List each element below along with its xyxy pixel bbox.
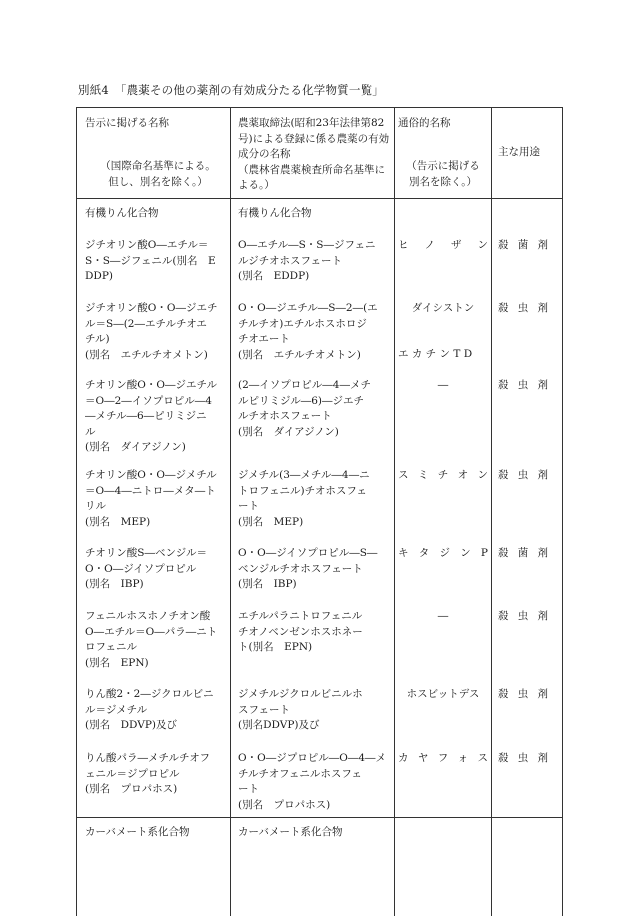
primary-use-char: 剤 bbox=[537, 469, 548, 481]
primary-use-char: 剤 bbox=[537, 547, 548, 559]
official-name: りん酸パラ―メチルチオフ ェニル＝ジプロピル (別名 プロパホス) bbox=[85, 752, 210, 795]
primary-use-char: 剤 bbox=[537, 379, 548, 391]
common-name bbox=[398, 687, 488, 703]
primary-use bbox=[498, 468, 548, 484]
common-name-char: P bbox=[480, 547, 488, 559]
primary-use bbox=[498, 751, 548, 767]
primary-use bbox=[498, 609, 548, 625]
primary-use-char: 剤 bbox=[537, 610, 548, 622]
section-heading: カーバメート系化合物 bbox=[85, 826, 190, 838]
header-col1-name: 告示に掲げる名称 bbox=[85, 117, 169, 129]
common-name bbox=[398, 468, 488, 484]
document-title: 別紙4 「農薬その他の薬剤の有効成分たる化学物質一覧」 bbox=[78, 83, 384, 97]
primary-use-char: 虫 bbox=[517, 469, 529, 481]
primary-use-char: 剤 bbox=[537, 302, 548, 314]
common-name-char: ザ bbox=[451, 239, 462, 251]
common-name-char: キ bbox=[398, 547, 409, 559]
primary-use-char: 菌 bbox=[517, 239, 529, 251]
registered-name: ジメチル(3―メチル―4―ニ トロフェニル)チオホスフェ ート (別名 MEP) bbox=[238, 469, 370, 528]
official-name: チオリン酸O・O―ジメチル ＝O―4―ニトロ―メタ―ト リル (別名 MEP) bbox=[85, 469, 217, 528]
header-col3-note: （告示に掲げる 別名を除く。） bbox=[406, 160, 480, 188]
official-name: りん酸2・2―ジクロルビニ ル＝ジメチル (別名 DDVP)及び bbox=[85, 688, 214, 731]
common-name-char: ン bbox=[477, 469, 488, 481]
registered-name: エチルパラニトロフェニル チオノベンゼンホスホネー ト(別名 EPN) bbox=[238, 610, 363, 653]
common-name-char: ジ bbox=[439, 547, 450, 559]
primary-use bbox=[498, 378, 548, 394]
common-name-char: ダイシストン bbox=[411, 302, 475, 314]
primary-use-char: 虫 bbox=[517, 752, 529, 764]
official-name: チオリン酸O・O―ジエチル ＝O―2―イソプロピル―4 ―メチル―6―ピリミジニ ル (別名 ダイアジノン) bbox=[85, 379, 217, 453]
primary-use-char: 虫 bbox=[517, 302, 529, 314]
primary-use-char: 殺 bbox=[498, 239, 509, 251]
column-divider bbox=[394, 107, 395, 916]
common-name bbox=[398, 546, 488, 562]
primary-use-char: 殺 bbox=[498, 610, 509, 622]
common-name-char: ミ bbox=[417, 469, 429, 481]
primary-use-char: 殺 bbox=[498, 379, 509, 391]
header-divider bbox=[76, 198, 562, 199]
table-border-top bbox=[76, 107, 562, 108]
common-name-char: ホスビットデス bbox=[406, 688, 480, 700]
header-col3-name: 通俗的名称 bbox=[398, 117, 451, 129]
official-name: ジチオリン酸O―エチル＝ S・S―ジフェニル(別名 E DDP) bbox=[85, 239, 216, 282]
primary-use-char: 剤 bbox=[537, 239, 548, 251]
common-name-char: ン bbox=[460, 547, 471, 559]
common-name-char: ン bbox=[477, 239, 488, 251]
common-name-char: ― bbox=[437, 610, 449, 622]
common-name bbox=[398, 301, 488, 317]
common-name bbox=[398, 751, 488, 767]
common-name-alt: エ カ チ ン T D bbox=[398, 348, 473, 360]
section-divider bbox=[76, 817, 562, 818]
common-name-char: ォ bbox=[457, 752, 469, 764]
section-heading: カーバメート系化合物 bbox=[238, 826, 343, 838]
common-name-char: ヒ bbox=[398, 239, 409, 251]
primary-use bbox=[498, 546, 548, 562]
official-name: ジチオリン酸O・O―ジエチ ル＝S―(2―エチルチオエ チル) (別名 エチルチオメトン) bbox=[85, 302, 218, 361]
common-name-char: ― bbox=[437, 379, 449, 391]
common-name-char: タ bbox=[418, 547, 430, 559]
common-name bbox=[398, 378, 488, 394]
column-divider bbox=[491, 107, 492, 916]
table-border-right bbox=[562, 107, 563, 916]
header-col1-note: （国際命名基準による。 但し、別名を除く。） bbox=[100, 160, 216, 188]
primary-use-char: 虫 bbox=[517, 610, 529, 622]
primary-use-char: 虫 bbox=[517, 688, 529, 700]
registered-name: (2―イソプロピル―4―メチ ルピリミジル―6)―ジエチ ルチオホスフェート (別名 ダイアジノン) bbox=[238, 379, 371, 438]
common-name-char: チ bbox=[437, 469, 449, 481]
section-heading: 有機りん化合物 bbox=[85, 207, 159, 219]
common-name bbox=[398, 609, 488, 625]
common-name-char: ノ bbox=[424, 239, 435, 251]
primary-use bbox=[498, 301, 548, 317]
registered-name: ジメチルジクロルビニルホ スフェート (別名DDVP)及び bbox=[238, 688, 363, 731]
common-name-char: オ bbox=[457, 469, 469, 481]
primary-use-char: 殺 bbox=[498, 302, 509, 314]
common-name bbox=[398, 238, 488, 254]
registered-name: O・O―ジプロピル―O―4―メ チルチオフェニルホスフェ ート (別名 プロパホス) bbox=[238, 752, 387, 811]
registered-name: O・O―ジイソプロピル―S― ベンジルチオホスフェート (別名 IBP) bbox=[238, 547, 378, 590]
registered-name: O・O―ジエチル―S―2―(エ チルチオ)エチルホスホロジ チオエート (別名 エチルチオメトン) bbox=[238, 302, 378, 361]
header-col4: 主な用途 bbox=[498, 146, 540, 158]
primary-use-char: 殺 bbox=[498, 688, 509, 700]
section-heading: 有機りん化合物 bbox=[238, 207, 312, 219]
primary-use-char: 剤 bbox=[537, 688, 548, 700]
primary-use-char: 殺 bbox=[498, 469, 509, 481]
common-name-char: ス bbox=[477, 752, 488, 764]
primary-use-char: 剤 bbox=[537, 752, 548, 764]
primary-use bbox=[498, 238, 548, 254]
registered-name: O―エチル―S・S―ジフェニ ルジチオホスフェート (別名 EDDP) bbox=[238, 239, 376, 282]
official-name: フェニルホスホノチオン酸 O―エチル＝O―パラ―ニト ロフェニル (別名 EPN) bbox=[85, 610, 218, 669]
official-name: チオリン酸S―ベンジル＝ O・O―ジイソプロピル (別名 IBP) bbox=[85, 547, 207, 590]
common-name-char: ヤ bbox=[417, 752, 429, 764]
primary-use-char: 虫 bbox=[517, 379, 529, 391]
chemical-table bbox=[76, 107, 562, 916]
common-name-char: フ bbox=[437, 752, 449, 764]
primary-use bbox=[498, 687, 548, 703]
common-name-char: ス bbox=[398, 469, 409, 481]
common-name-char: カ bbox=[398, 752, 409, 764]
table-border-left bbox=[76, 107, 77, 916]
primary-use-char: 殺 bbox=[498, 547, 509, 559]
header-col2: 農薬取締法(昭和23年法律第82号)による登録に係る農薬の有効成分の名称 （農林省農薬検査所命名基準による。） bbox=[238, 117, 390, 191]
primary-use-char: 殺 bbox=[498, 752, 509, 764]
primary-use-char: 菌 bbox=[517, 547, 529, 559]
